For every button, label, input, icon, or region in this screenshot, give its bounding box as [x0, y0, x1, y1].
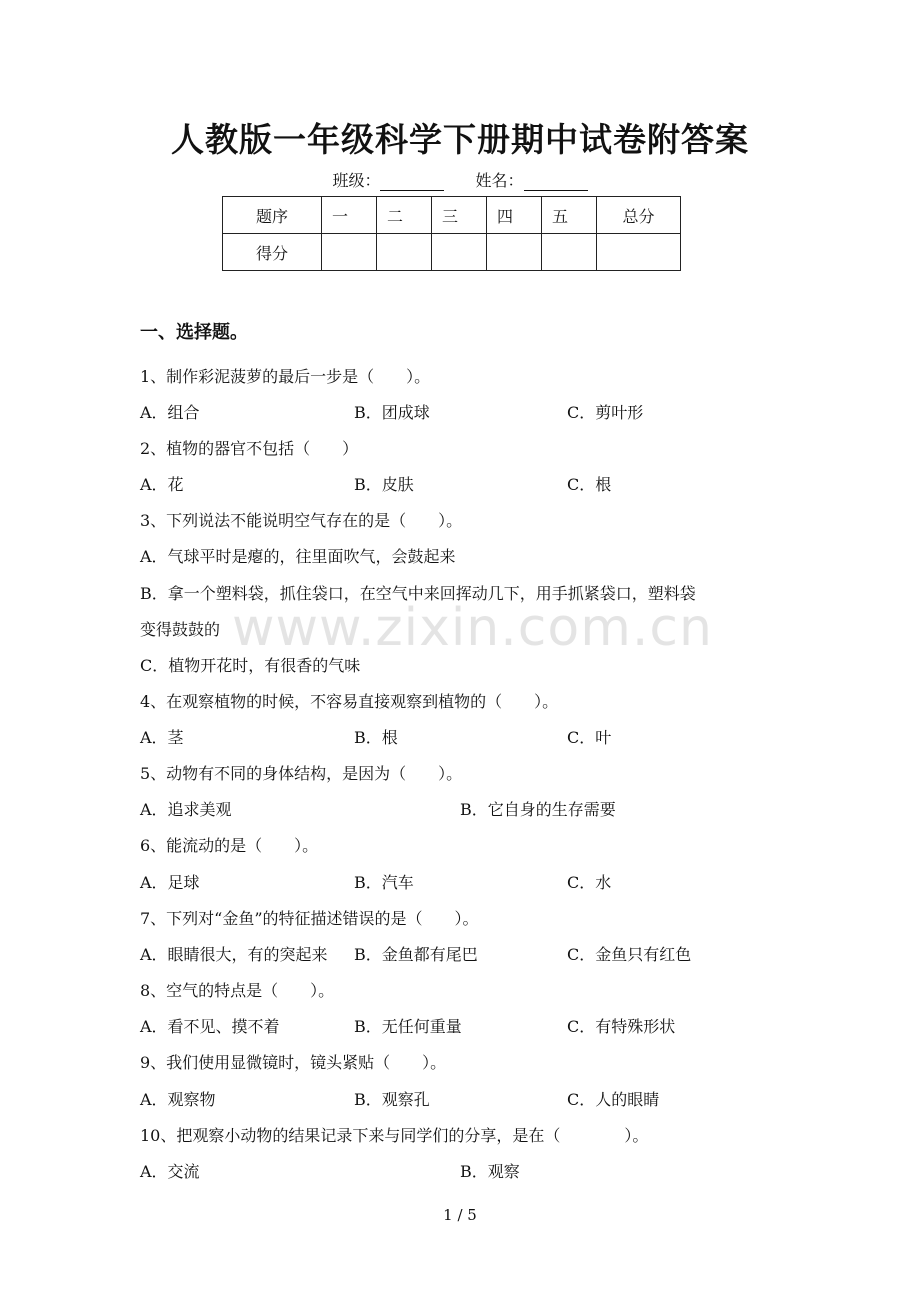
question-stem: 2、植物的器官不包括（ ） [140, 439, 359, 458]
header-cell: 三 [432, 197, 487, 234]
score-cell [432, 234, 487, 271]
option-a: A．足球 [140, 873, 200, 892]
score-cell [542, 234, 597, 271]
option-c: C．有特殊形状 [567, 1017, 676, 1036]
option-c: C．叶 [567, 728, 612, 747]
name-label: 姓名： [475, 171, 524, 190]
score-cell [487, 234, 542, 271]
question-stem: 6、能流动的是（ ）。 [140, 836, 319, 855]
option-b: B．它自身的生存需要 [460, 800, 616, 819]
score-table [222, 196, 681, 271]
option-a: A．观察物 [140, 1090, 216, 1109]
student-info [0, 168, 920, 191]
page-title: 人教版一年级科学下册期中试卷附答案 [171, 120, 749, 159]
option-a: A．看不见、摸不着 [140, 1017, 280, 1036]
row-label-cell: 得分 [223, 234, 322, 271]
score-table-score-row [223, 234, 681, 271]
option-b: B．观察孔 [354, 1090, 430, 1109]
question-stem: 4、在观察植物的时候，不容易直接观察到植物的（ ）。 [140, 692, 559, 711]
option-b: B．拿一个塑料袋，抓住袋口，在空气中来回挥动几下，用手抓紧袋口，塑料袋 [140, 584, 696, 603]
option-a: A．茎 [140, 728, 184, 747]
name-blank [524, 174, 588, 191]
option-c: C．人的眼睛 [567, 1090, 660, 1109]
option-b-continued: 变得鼓鼓的 [140, 620, 221, 639]
option-b: B．团成球 [354, 403, 430, 422]
option-b: B．汽车 [354, 873, 414, 892]
header-cell: 一 [322, 197, 377, 234]
option-a: A．气球平时是瘪的，往里面吹气，会鼓起来 [140, 547, 456, 566]
option-b: B．根 [354, 728, 398, 747]
header-cell: 四 [487, 197, 542, 234]
score-cell [597, 234, 681, 271]
class-blank [380, 174, 444, 191]
question-stem: 3、下列说法不能说明空气存在的是（ ）。 [140, 511, 463, 530]
option-a: A．眼睛很大，有的突起来 [140, 945, 328, 964]
option-a: A．交流 [140, 1162, 200, 1181]
question-stem: 10、把观察小动物的结果记录下来与同学们的分享，是在（ ）。 [140, 1126, 649, 1145]
score-cell [322, 234, 377, 271]
option-c: C．植物开花时，有很香的气味 [140, 656, 361, 675]
score-table-header-row [223, 197, 681, 234]
header-cell: 题序 [223, 197, 322, 234]
class-label: 班级： [332, 171, 381, 190]
option-a: A．花 [140, 475, 184, 494]
option-b: B．皮肤 [354, 475, 414, 494]
question-stem: 9、我们使用显微镜时，镜头紧贴（ ）。 [140, 1053, 447, 1072]
score-cell [377, 234, 432, 271]
header-cell: 五 [542, 197, 597, 234]
header-cell: 总分 [597, 197, 681, 234]
option-b: B．金鱼都有尾巴 [354, 945, 478, 964]
option-a: A．追求美观 [140, 800, 232, 819]
question-stem: 1、制作彩泥菠萝的最后一步是（ ）。 [140, 367, 431, 386]
question-stem: 7、下列对“金鱼”的特征描述错误的是（ ）。 [140, 909, 479, 928]
option-c: C．水 [567, 873, 612, 892]
question-stem: 5、动物有不同的身体结构，是因为（ ）。 [140, 764, 463, 783]
question-stem: 8、空气的特点是（ ）。 [140, 981, 335, 1000]
section-title: 一、选择题。 [140, 322, 248, 343]
watermark: www.zixin.com.cn [232, 598, 713, 658]
option-c: C．金鱼只有红色 [567, 945, 692, 964]
option-c: C．根 [567, 475, 612, 494]
option-b: B．观察 [460, 1162, 520, 1181]
option-a: A．组合 [140, 403, 200, 422]
option-b: B．无任何重量 [354, 1017, 462, 1036]
option-c: C．剪叶形 [567, 403, 644, 422]
header-cell: 二 [377, 197, 432, 234]
page-number: 1 / 5 [443, 1206, 477, 1224]
